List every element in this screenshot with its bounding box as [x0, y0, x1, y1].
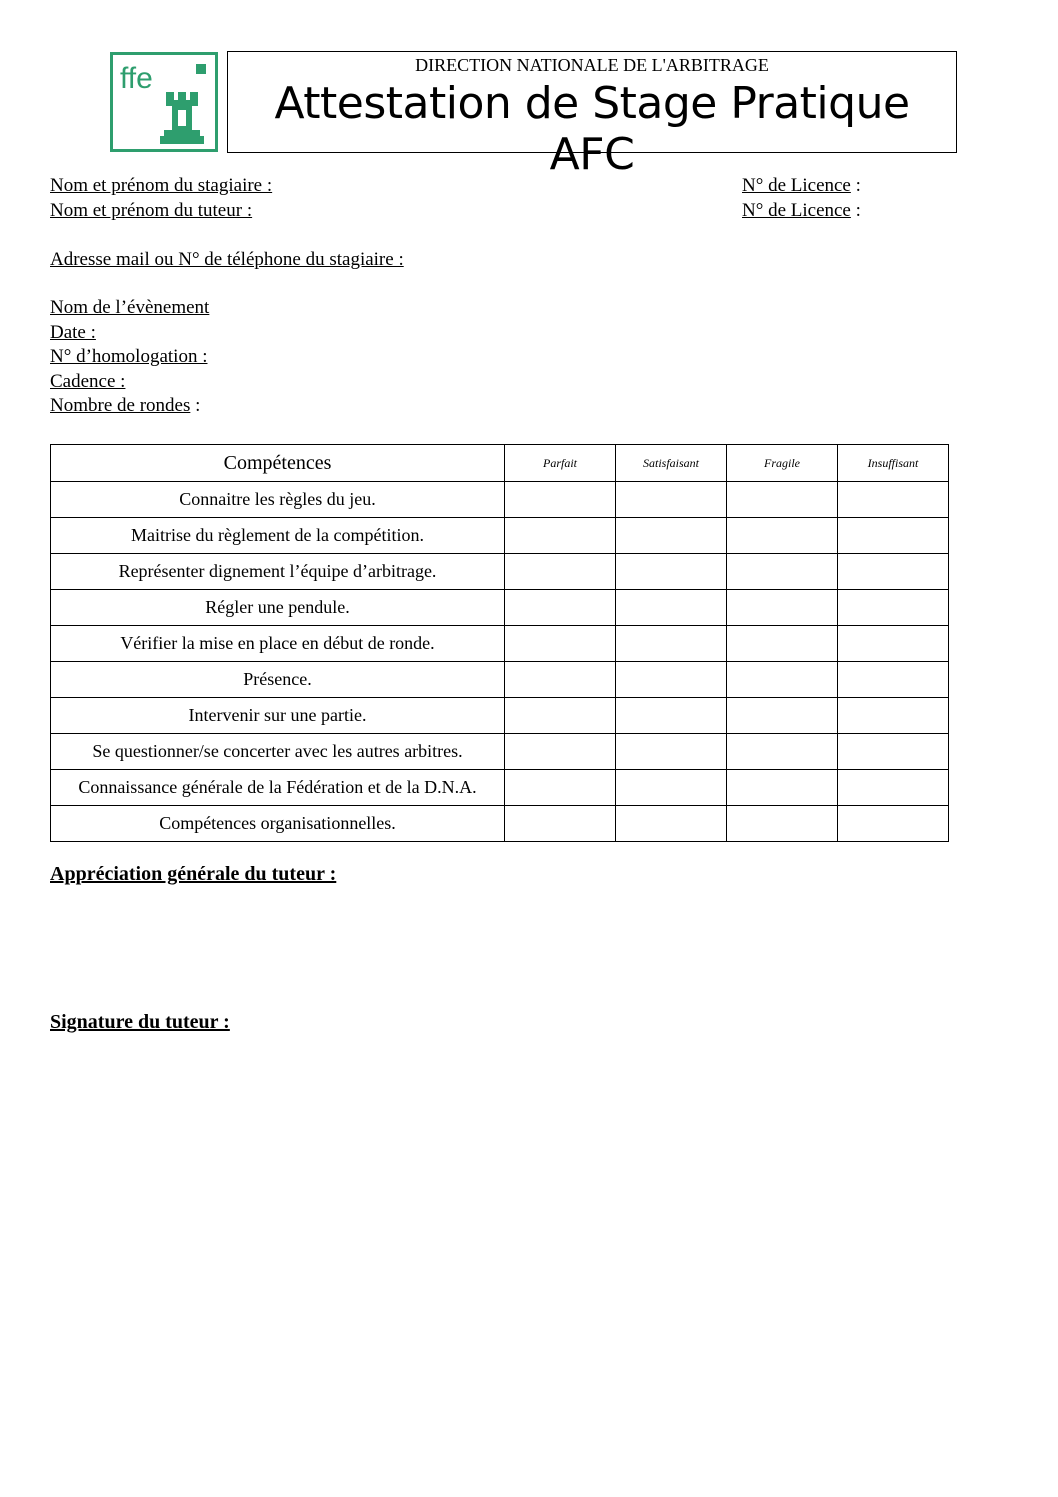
competence-label: Maitrise du règlement de la compétition.	[51, 518, 505, 554]
tutor-licence-label: N° de Licence	[742, 200, 851, 221]
competences-header: Compétences	[51, 445, 505, 482]
rating-cell[interactable]	[616, 734, 727, 770]
organization-name: DIRECTION NATIONALE DE L'ARBITRAGE	[415, 55, 769, 75]
rating-cell[interactable]	[616, 518, 727, 554]
rating-cell[interactable]	[505, 806, 616, 842]
rating-cell[interactable]	[838, 662, 949, 698]
cadence-label: Cadence :	[50, 371, 126, 392]
rating-cell[interactable]	[616, 698, 727, 734]
level-header-parfait: Parfait	[505, 445, 616, 482]
competence-label: Compétences organisationnelles.	[51, 806, 505, 842]
rating-cell[interactable]	[616, 770, 727, 806]
rating-cell[interactable]	[838, 626, 949, 662]
table-row	[51, 698, 949, 734]
rating-cell[interactable]	[838, 806, 949, 842]
homologation-field	[50, 345, 207, 369]
competence-label: Vérifier la mise en place en début de ronde.	[51, 626, 505, 662]
event-label: Nom de l’évènement	[50, 297, 210, 318]
rating-cell[interactable]	[727, 662, 838, 698]
header-box	[227, 51, 957, 180]
rounds-suffix: :	[190, 395, 201, 416]
rating-cell[interactable]	[505, 770, 616, 806]
competence-label: Représenter dignement l’équipe d’arbitrage.	[51, 554, 505, 590]
table-row	[51, 806, 949, 842]
date-field	[50, 321, 96, 345]
tutor-name-field	[50, 199, 252, 223]
competence-label: Connaissance générale de la Fédération et de la D.N.A.	[51, 770, 505, 806]
rating-cell[interactable]	[616, 806, 727, 842]
ffe-logo	[110, 52, 218, 152]
level-header-insuffisant: Insuffisant	[838, 445, 949, 482]
table-row	[51, 590, 949, 626]
cadence-field	[50, 370, 125, 394]
contact-field	[50, 248, 404, 272]
table-row	[51, 482, 949, 518]
rating-cell[interactable]	[616, 626, 727, 662]
rating-cell[interactable]	[616, 482, 727, 518]
rating-cell[interactable]	[727, 626, 838, 662]
level-header-fragile: Fragile	[727, 445, 838, 482]
rating-cell[interactable]	[727, 770, 838, 806]
page-title: Attestation de Stage Pratique AFC	[274, 78, 910, 180]
logo-text: ffe	[120, 62, 153, 95]
rating-cell[interactable]	[505, 518, 616, 554]
competences-table	[50, 444, 949, 842]
rating-cell[interactable]	[727, 734, 838, 770]
rating-cell[interactable]	[505, 482, 616, 518]
table-row	[51, 770, 949, 806]
rating-cell[interactable]	[616, 554, 727, 590]
rating-cell[interactable]	[838, 698, 949, 734]
table-row	[51, 662, 949, 698]
competence-label: Régler une pendule.	[51, 590, 505, 626]
rating-cell[interactable]	[505, 662, 616, 698]
trainee-name-field	[50, 174, 272, 198]
rating-cell[interactable]	[505, 554, 616, 590]
tutor-name-label: Nom et prénom du tuteur :	[50, 200, 253, 221]
event-field	[50, 296, 209, 320]
rating-cell[interactable]	[838, 554, 949, 590]
rating-cell[interactable]	[838, 518, 949, 554]
table-row	[51, 518, 949, 554]
rating-cell[interactable]	[727, 806, 838, 842]
rating-cell[interactable]	[727, 698, 838, 734]
rounds-field	[50, 394, 200, 418]
rating-cell[interactable]	[505, 626, 616, 662]
licence-suffix: :	[850, 175, 861, 196]
tutor-licence-field	[742, 199, 861, 223]
rating-cell[interactable]	[616, 590, 727, 626]
rating-cell[interactable]	[616, 662, 727, 698]
rounds-label: Nombre de rondes	[50, 395, 191, 416]
appreciation-heading: Appréciation générale du tuteur :	[50, 863, 337, 885]
competence-label: Connaitre les règles du jeu.	[51, 482, 505, 518]
signature-heading: Signature du tuteur :	[50, 1011, 230, 1033]
trainee-licence-field	[742, 174, 861, 198]
rating-cell[interactable]	[505, 698, 616, 734]
competence-label: Intervenir sur une partie.	[51, 698, 505, 734]
rating-cell[interactable]	[727, 590, 838, 626]
table-header-row	[51, 445, 949, 482]
rating-cell[interactable]	[838, 770, 949, 806]
licence-suffix: :	[850, 200, 861, 221]
rating-cell[interactable]	[505, 734, 616, 770]
rating-cell[interactable]	[727, 518, 838, 554]
homologation-label: N° d’homologation :	[50, 346, 208, 367]
rating-cell[interactable]	[838, 590, 949, 626]
competence-label: Présence.	[51, 662, 505, 698]
rating-cell[interactable]	[838, 482, 949, 518]
table-row	[51, 734, 949, 770]
level-header-satisfaisant: Satisfaisant	[616, 445, 727, 482]
table-row	[51, 626, 949, 662]
rating-cell[interactable]	[505, 590, 616, 626]
competence-label: Se questionner/se concerter avec les autres arbitres.	[51, 734, 505, 770]
rating-cell[interactable]	[727, 554, 838, 590]
table-row	[51, 554, 949, 590]
rating-cell[interactable]	[838, 734, 949, 770]
trainee-licence-label: N° de Licence	[742, 175, 851, 196]
rating-cell[interactable]	[727, 482, 838, 518]
trainee-name-label: Nom et prénom du stagiaire :	[50, 175, 273, 196]
contact-label: Adresse mail ou N° de téléphone du stagiaire :	[50, 249, 404, 270]
date-label: Date :	[50, 322, 96, 343]
